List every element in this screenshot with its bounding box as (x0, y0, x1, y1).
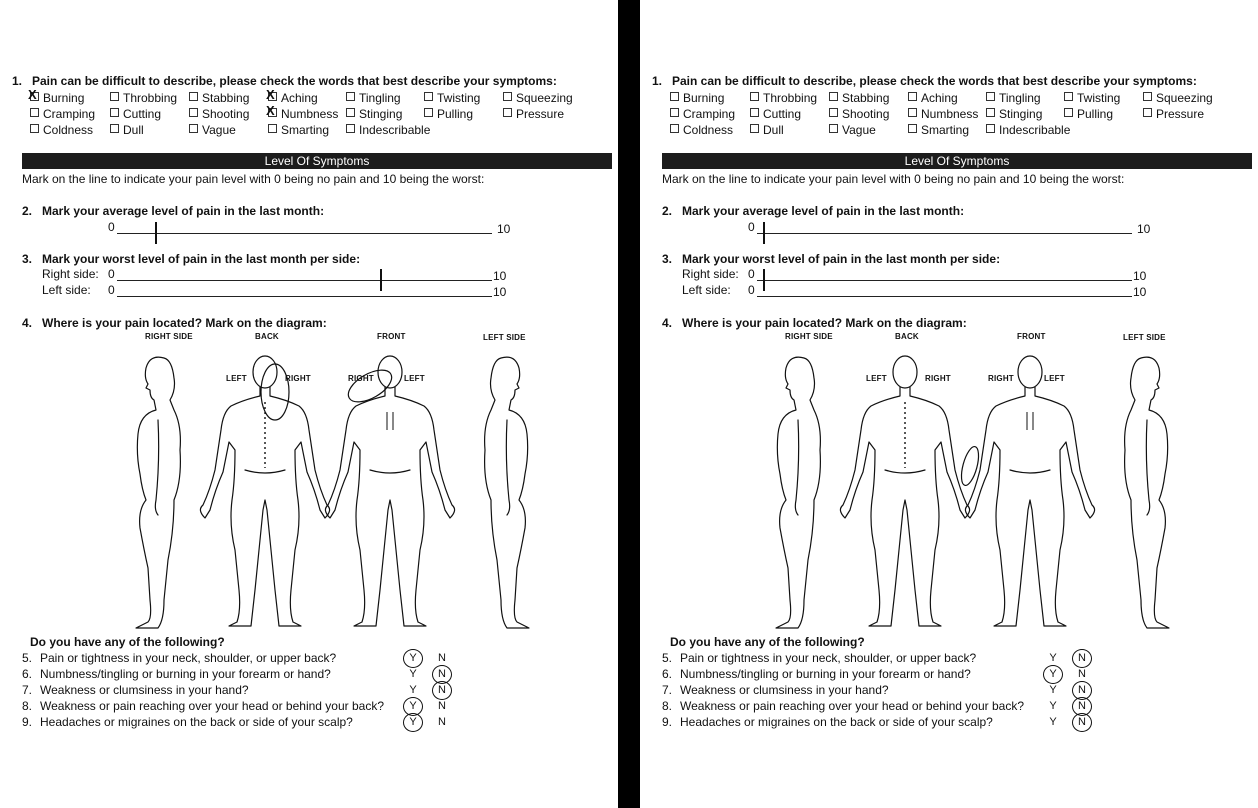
symptom-option-smarting[interactable] (268, 123, 329, 137)
checkbox[interactable] (268, 108, 277, 117)
label-right-side: RIGHT SIDE (785, 332, 833, 341)
symptom-label: Aching (281, 91, 318, 105)
question-9 (22, 715, 353, 729)
question-number: 9. (22, 715, 33, 729)
symptom-label: Dull (763, 123, 784, 137)
symptom-option-throbbing[interactable] (110, 91, 177, 105)
label-front: FRONT (1017, 332, 1046, 341)
right-scale-min: 0 (108, 267, 115, 281)
figure-front (325, 356, 454, 626)
question-number: 8. (662, 699, 673, 713)
right-scale-min: 0 (748, 267, 755, 281)
symptom-option-burning[interactable] (670, 91, 724, 105)
answer-yes[interactable]: Y (409, 668, 417, 680)
answer-no[interactable]: N (1078, 668, 1086, 680)
label-right-side: RIGHT SIDE (145, 332, 193, 341)
answer-yes[interactable]: Y (1049, 668, 1057, 680)
checkbox[interactable] (1064, 92, 1073, 101)
symptom-option-stinging[interactable] (346, 107, 402, 121)
symptom-label: Pulling (437, 107, 474, 121)
question-text: Numbness/tingling or burning in your forearm or hand? (40, 667, 331, 681)
symptom-option-pulling[interactable] (1064, 107, 1113, 121)
label-back-left: LEFT (866, 374, 887, 383)
symptom-option-aching[interactable] (908, 91, 958, 105)
symptom-option-shooting[interactable] (829, 107, 889, 121)
symptom-label: Twisting (1077, 91, 1121, 105)
checkbox[interactable] (1143, 108, 1152, 117)
answer-no[interactable]: N (1078, 700, 1086, 712)
left-side-label: Left side: (42, 283, 91, 297)
checkbox[interactable] (670, 92, 679, 101)
symptom-label: Numbness (281, 107, 339, 121)
answer-no[interactable]: N (438, 716, 446, 728)
question-9 (662, 715, 993, 729)
answer-yes[interactable]: Y (1049, 684, 1057, 696)
symptom-option-pulling[interactable] (424, 107, 473, 121)
symptom-option-pressure[interactable] (503, 107, 564, 121)
question-text: Weakness or pain reaching over your head or behind your back? (680, 699, 1024, 713)
checkbox[interactable] (1143, 92, 1152, 101)
symptom-label: Stabbing (202, 91, 250, 105)
left-scale-max: 10 (1133, 285, 1147, 299)
checkbox[interactable] (670, 124, 679, 133)
checkbox[interactable] (30, 108, 39, 117)
checkbox[interactable] (346, 108, 355, 117)
avg-scale-min: 0 (108, 220, 115, 234)
label-front-left: LEFT (1044, 374, 1065, 383)
symptom-option-dull[interactable] (750, 123, 784, 137)
symptom-label: Burning (43, 91, 85, 105)
pain-mark-back-neck (261, 364, 289, 420)
symptom-label: Coldness (683, 123, 734, 137)
symptom-label: Pressure (516, 107, 565, 121)
pain-scale-instruction: Mark on the line to indicate your pain level with 0 being no pain and 10 being the worst: (22, 172, 485, 186)
figure-left-side (1125, 357, 1169, 628)
answer-yes[interactable]: Y (1049, 700, 1057, 712)
checkbox[interactable] (189, 124, 198, 133)
avg-pain-mark (155, 222, 157, 244)
answer-no[interactable]: N (1078, 684, 1086, 696)
symptom-option-vague[interactable] (189, 123, 236, 137)
question-number: 6. (22, 667, 33, 681)
answer-circle (1072, 649, 1092, 668)
answer-circle (1072, 713, 1092, 732)
form-page-right (640, 0, 1258, 808)
question-6 (662, 667, 971, 681)
symptom-label: Cramping (683, 107, 736, 121)
checkbox[interactable] (908, 124, 917, 133)
question-2: 2. Mark your average level of pain in the last month: (662, 204, 965, 218)
answer-no[interactable]: N (438, 684, 446, 696)
checkbox[interactable] (908, 108, 917, 117)
pain-mark-front-forearm (958, 445, 982, 487)
symptom-label: Cutting (123, 107, 162, 121)
question-7 (22, 683, 249, 697)
symptom-option-stabbing[interactable] (189, 91, 249, 105)
checkbox[interactable] (503, 92, 512, 101)
label-back-left: LEFT (226, 374, 247, 383)
symptom-option-twisting[interactable] (1064, 91, 1120, 105)
label-left-side: LEFT SIDE (483, 333, 526, 342)
question-4: 4. Where is your pain located? Mark on the diagram: (22, 316, 327, 330)
symptom-option-indescribable[interactable] (986, 123, 1070, 137)
checkbox[interactable] (986, 124, 995, 133)
question-number: 8. (22, 699, 33, 713)
answer-no[interactable]: N (1078, 652, 1086, 664)
symptom-option-burning[interactable] (30, 91, 84, 105)
symptom-label: Burning (683, 91, 725, 105)
checkbox[interactable] (986, 92, 995, 101)
checkbox[interactable] (424, 108, 433, 117)
symptom-option-squeezing[interactable] (1143, 91, 1213, 105)
following-heading: Do you have any of the following? (30, 635, 225, 649)
symptom-option-numbness[interactable] (268, 107, 338, 121)
checkbox[interactable] (829, 124, 838, 133)
question-5 (22, 651, 336, 665)
checkbox[interactable] (110, 108, 119, 117)
checkbox[interactable] (189, 108, 198, 117)
avg-scale-max: 10 (1137, 222, 1151, 236)
symptom-label: Stinging (999, 107, 1043, 121)
pain-mark-front-shoulder (343, 364, 397, 409)
checkbox[interactable] (268, 124, 277, 133)
symptom-option-cramping[interactable] (670, 107, 735, 121)
left-side-pain-line[interactable] (117, 296, 492, 297)
answer-yes[interactable]: Y (409, 652, 417, 664)
question-3: 3. Mark your worst level of pain in the last month per side: (22, 252, 361, 266)
right-side-pain-line[interactable] (757, 280, 1132, 281)
symptom-option-tingling[interactable] (346, 91, 401, 105)
answer-yes[interactable]: Y (1049, 716, 1057, 728)
symptom-option-tingling[interactable] (986, 91, 1041, 105)
symptom-label: Tingling (999, 91, 1041, 105)
label-front: FRONT (377, 332, 406, 341)
following-heading: Do you have any of the following? (670, 635, 865, 649)
symptom-option-twisting[interactable] (424, 91, 480, 105)
checkbox[interactable] (829, 92, 838, 101)
answer-circle (403, 649, 423, 668)
answer-no[interactable]: N (438, 668, 446, 680)
symptom-label: Aching (921, 91, 958, 105)
body-diagram[interactable] (640, 340, 1240, 640)
left-side-label: Left side: (682, 283, 731, 297)
left-side-pain-line[interactable] (757, 296, 1132, 297)
checkbox[interactable] (110, 92, 119, 101)
answer-yes[interactable]: Y (409, 716, 417, 728)
pain-scale-instruction: Mark on the line to indicate your pain level with 0 being no pain and 10 being the worst: (662, 172, 1125, 186)
answer-no[interactable]: N (438, 652, 446, 664)
avg-scale-max: 10 (497, 222, 511, 236)
answer-yes[interactable]: Y (1049, 652, 1057, 664)
checkbox[interactable] (829, 108, 838, 117)
question-number: 9. (662, 715, 673, 729)
symptom-label: Cramping (43, 107, 96, 121)
question-text: Pain or tightness in your neck, shoulder, or upper back? (680, 651, 977, 665)
checkbox[interactable] (30, 124, 39, 133)
question-1: 1. Pain can be difficult to describe, please check the words that best describe your symptoms: (12, 74, 557, 88)
checkbox[interactable] (1064, 108, 1073, 117)
question-number: 7. (22, 683, 33, 697)
symptom-option-shooting[interactable] (189, 107, 249, 121)
question-number: 6. (662, 667, 673, 681)
form-page-left (0, 0, 618, 808)
symptom-option-numbness[interactable] (908, 107, 978, 121)
checkbox[interactable] (268, 92, 277, 101)
symptom-label: Vague (842, 123, 876, 137)
symptom-option-smarting[interactable] (908, 123, 969, 137)
label-back: BACK (255, 332, 279, 341)
symptom-option-aching[interactable] (268, 91, 318, 105)
figure-front (965, 356, 1094, 626)
body-diagram[interactable] (0, 340, 600, 640)
question-number: 5. (662, 651, 673, 665)
checkbox[interactable] (346, 92, 355, 101)
question-6 (22, 667, 331, 681)
figure-back (840, 356, 969, 626)
label-left-side: LEFT SIDE (1123, 333, 1166, 342)
label-front-right: RIGHT (348, 374, 374, 383)
answer-circle (1043, 665, 1063, 684)
question-number: 5. (22, 651, 33, 665)
avg-scale-min: 0 (748, 220, 755, 234)
figure-back (200, 356, 329, 626)
question-text: Weakness or pain reaching over your head or behind your back? (40, 699, 384, 713)
left-scale-min: 0 (108, 283, 115, 297)
symptom-option-vague[interactable] (829, 123, 876, 137)
symptom-label: Indescribable (999, 123, 1071, 137)
question-text: Weakness or clumsiness in your hand? (680, 683, 889, 697)
question-text: Headaches or migraines on the back or side of your scalp? (40, 715, 353, 729)
symptom-label: Shooting (842, 107, 890, 121)
question-1: 1. Pain can be difficult to describe, please check the words that best describe your symptoms: (652, 74, 1197, 88)
symptom-label: Pressure (1156, 107, 1205, 121)
checkbox[interactable] (30, 92, 39, 101)
question-8 (662, 699, 1024, 713)
symptom-label: Tingling (359, 91, 401, 105)
question-number: 7. (662, 683, 673, 697)
symptom-label: Stabbing (842, 91, 890, 105)
question-2: 2. Mark your average level of pain in the last month: (22, 204, 325, 218)
question-4: 4. Where is your pain located? Mark on the diagram: (662, 316, 967, 330)
answer-circle (432, 681, 452, 700)
avg-pain-mark (763, 222, 765, 244)
figure-right-side (136, 357, 180, 628)
symptom-option-dull[interactable] (110, 123, 144, 137)
symptom-label: Pulling (1077, 107, 1114, 121)
symptom-label: Stinging (359, 107, 403, 121)
symptom-option-stinging[interactable] (986, 107, 1042, 121)
label-back-right: RIGHT (285, 374, 311, 383)
label-front-right: RIGHT (988, 374, 1014, 383)
symptom-label: Dull (123, 123, 144, 137)
answer-yes[interactable]: Y (409, 684, 417, 696)
right-scale-max: 10 (1133, 269, 1147, 283)
symptom-label: Numbness (921, 107, 979, 121)
label-back: BACK (895, 332, 919, 341)
symptom-option-throbbing[interactable] (750, 91, 817, 105)
right-side-pain-mark (763, 269, 765, 291)
answer-yes[interactable]: Y (409, 700, 417, 712)
label-front-left: LEFT (404, 374, 425, 383)
symptom-label: Throbbing (123, 91, 178, 105)
question-text: Weakness or clumsiness in your hand? (40, 683, 249, 697)
question-text: Headaches or migraines on the back or side of your scalp? (680, 715, 993, 729)
answer-no[interactable]: N (1078, 716, 1086, 728)
question-text: Pain or tightness in your neck, shoulder, or upper back? (40, 651, 337, 665)
symptom-label: Twisting (437, 91, 481, 105)
checkbox[interactable] (424, 92, 433, 101)
checkbox[interactable] (110, 124, 119, 133)
symptom-option-coldness[interactable] (30, 123, 93, 137)
question-7 (662, 683, 889, 697)
avg-pain-line[interactable] (117, 233, 492, 234)
checkbox[interactable] (189, 92, 198, 101)
symptom-label: Smarting (281, 123, 330, 137)
question-8 (22, 699, 384, 713)
right-side-label: Right side: (682, 267, 739, 281)
left-scale-min: 0 (748, 283, 755, 297)
symptom-label: Indescribable (359, 123, 431, 137)
symptom-label: Coldness (43, 123, 94, 137)
symptom-option-cramping[interactable] (30, 107, 95, 121)
right-side-label: Right side: (42, 267, 99, 281)
symptom-option-squeezing[interactable] (503, 91, 573, 105)
avg-pain-line[interactable] (757, 233, 1132, 234)
level-of-symptoms-banner: Level Of Symptoms (22, 153, 612, 169)
answer-no[interactable]: N (438, 700, 446, 712)
figure-right-side (776, 357, 820, 628)
symptom-label: Smarting (921, 123, 970, 137)
checkbox[interactable] (750, 92, 759, 101)
symptom-label: Vague (202, 123, 236, 137)
symptom-option-pressure[interactable] (1143, 107, 1204, 121)
checkbox[interactable] (986, 108, 995, 117)
symptom-option-coldness[interactable] (670, 123, 733, 137)
symptom-option-indescribable[interactable] (346, 123, 430, 137)
symptom-label: Squeezing (516, 91, 573, 105)
figure-left-side (485, 357, 529, 628)
checkbox[interactable] (346, 124, 355, 133)
symptom-option-cutting[interactable] (750, 107, 801, 121)
question-5 (662, 651, 976, 665)
checkbox[interactable] (750, 124, 759, 133)
symptom-label: Squeezing (1156, 91, 1213, 105)
left-scale-max: 10 (493, 285, 507, 299)
right-side-pain-mark (380, 269, 382, 291)
right-scale-max: 10 (493, 269, 507, 283)
answer-circle (403, 713, 423, 732)
question-text: Numbness/tingling or burning in your forearm or hand? (680, 667, 971, 681)
symptom-option-cutting[interactable] (110, 107, 161, 121)
checkbox[interactable] (670, 108, 679, 117)
checkbox[interactable] (908, 92, 917, 101)
label-back-right: RIGHT (925, 374, 951, 383)
checkbox[interactable] (503, 108, 512, 117)
symptom-label: Cutting (763, 107, 802, 121)
right-side-pain-line[interactable] (117, 280, 492, 281)
checkbox[interactable] (750, 108, 759, 117)
symptom-label: Throbbing (763, 91, 818, 105)
symptom-label: Shooting (202, 107, 250, 121)
symptom-option-stabbing[interactable] (829, 91, 889, 105)
level-of-symptoms-banner: Level Of Symptoms (662, 153, 1252, 169)
question-3: 3. Mark your worst level of pain in the last month per side: (662, 252, 1001, 266)
